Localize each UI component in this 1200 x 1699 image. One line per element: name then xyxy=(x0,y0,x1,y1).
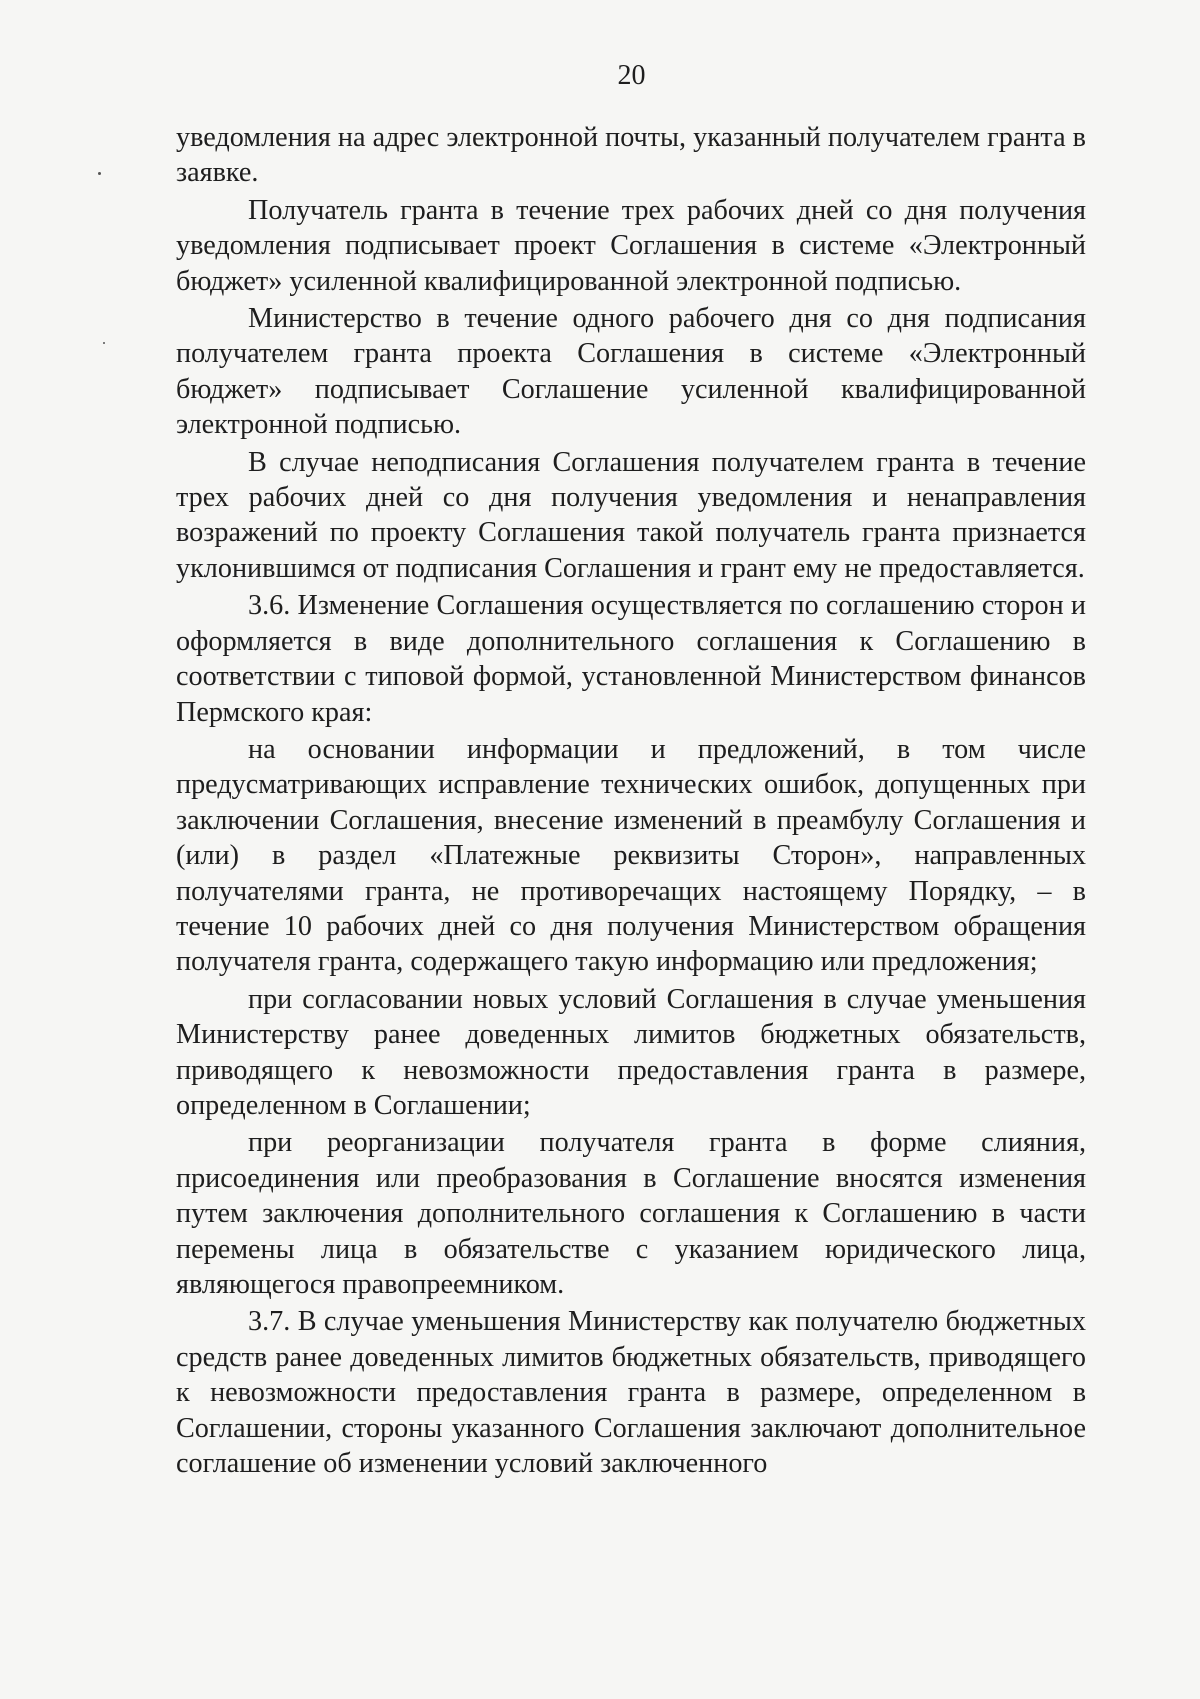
scan-speck xyxy=(98,172,101,175)
paragraph-section-3-7: 3.7. В случае уменьшения Министерству как получателю бюджетных средств ранее доведенных лимитов бюджетных обязательств, приводящего к невозможности предоставления гранта в размере, определенном в Соглашении, стороны указанного Соглашения заключают дополнительное соглашение об изменении условий заключенного xyxy=(176,1306,1086,1480)
paragraph-new-conditions: при согласовании новых условий Соглашения в случае уменьшения Министерству ранее доведенных лимитов бюджетных обязательств, приводящего к невозможности предоставления гранта в размере, определенном в Соглашении; xyxy=(176,983,1086,1121)
scan-speck xyxy=(103,342,105,344)
paragraph-signing-by-recipient: Получатель гранта в течение трех рабочих дней со дня получения уведомления подписывает проект Соглашения в системе «Электронный бюджет» усиленной квалифицированной электронной подписью. xyxy=(176,194,1086,297)
document-body xyxy=(176,120,1086,1481)
paragraph-reorganization: при реорганизации получателя гранта в форме слияния, присоединения или преобразования в Соглашение вносятся изменения путем заключения дополнительного соглашения к Соглашению в части перемены лица в обязательстве с указанием юридического лица, являющегося правопреемником. xyxy=(176,1127,1086,1300)
paragraph-section-3-6: 3.6. Изменение Соглашения осуществляется по соглашению сторон и оформляется в виде дополнительного соглашения к Соглашению в соответствии с типовой формой, установленной Министерством финансов Пермского края: xyxy=(176,590,1086,728)
paragraph-continuation: уведомления на адрес электронной почты, указанный получателем гранта в заявке. xyxy=(176,122,1086,189)
page-number: 20 xyxy=(617,60,646,91)
paragraph-signing-by-ministry: Министерство в течение одного рабочего дня со дня подписания получателем гранта проекта Соглашения в системе «Электронный бюджет» подписывает Соглашение усиленной квалифицированной электронной подписью. xyxy=(176,303,1086,441)
paragraph-basis-information: на основании информации и предложений, в том числе предусматривающих исправление технических ошибок, допущенных при заключении Соглашения, внесение изменений в преамбулу Соглашения и (или) в раздел «Платежные реквизиты Сторон», направленных получателями гранта, не противоречащих настоящему Порядку, – в течение 10 рабочих дней со дня получения Министерством обращения получателя гранта, содержащего такую информацию или предложения; xyxy=(176,733,1086,978)
paragraph-non-signing: В случае неподписания Соглашения получателем гранта в течение трех рабочих дней со дня получения уведомления и ненаправления возражений по проекту Соглашения такой получатель гранта признается уклонившимся от подписания Соглашения и грант ему не предоставляется. xyxy=(176,446,1086,584)
